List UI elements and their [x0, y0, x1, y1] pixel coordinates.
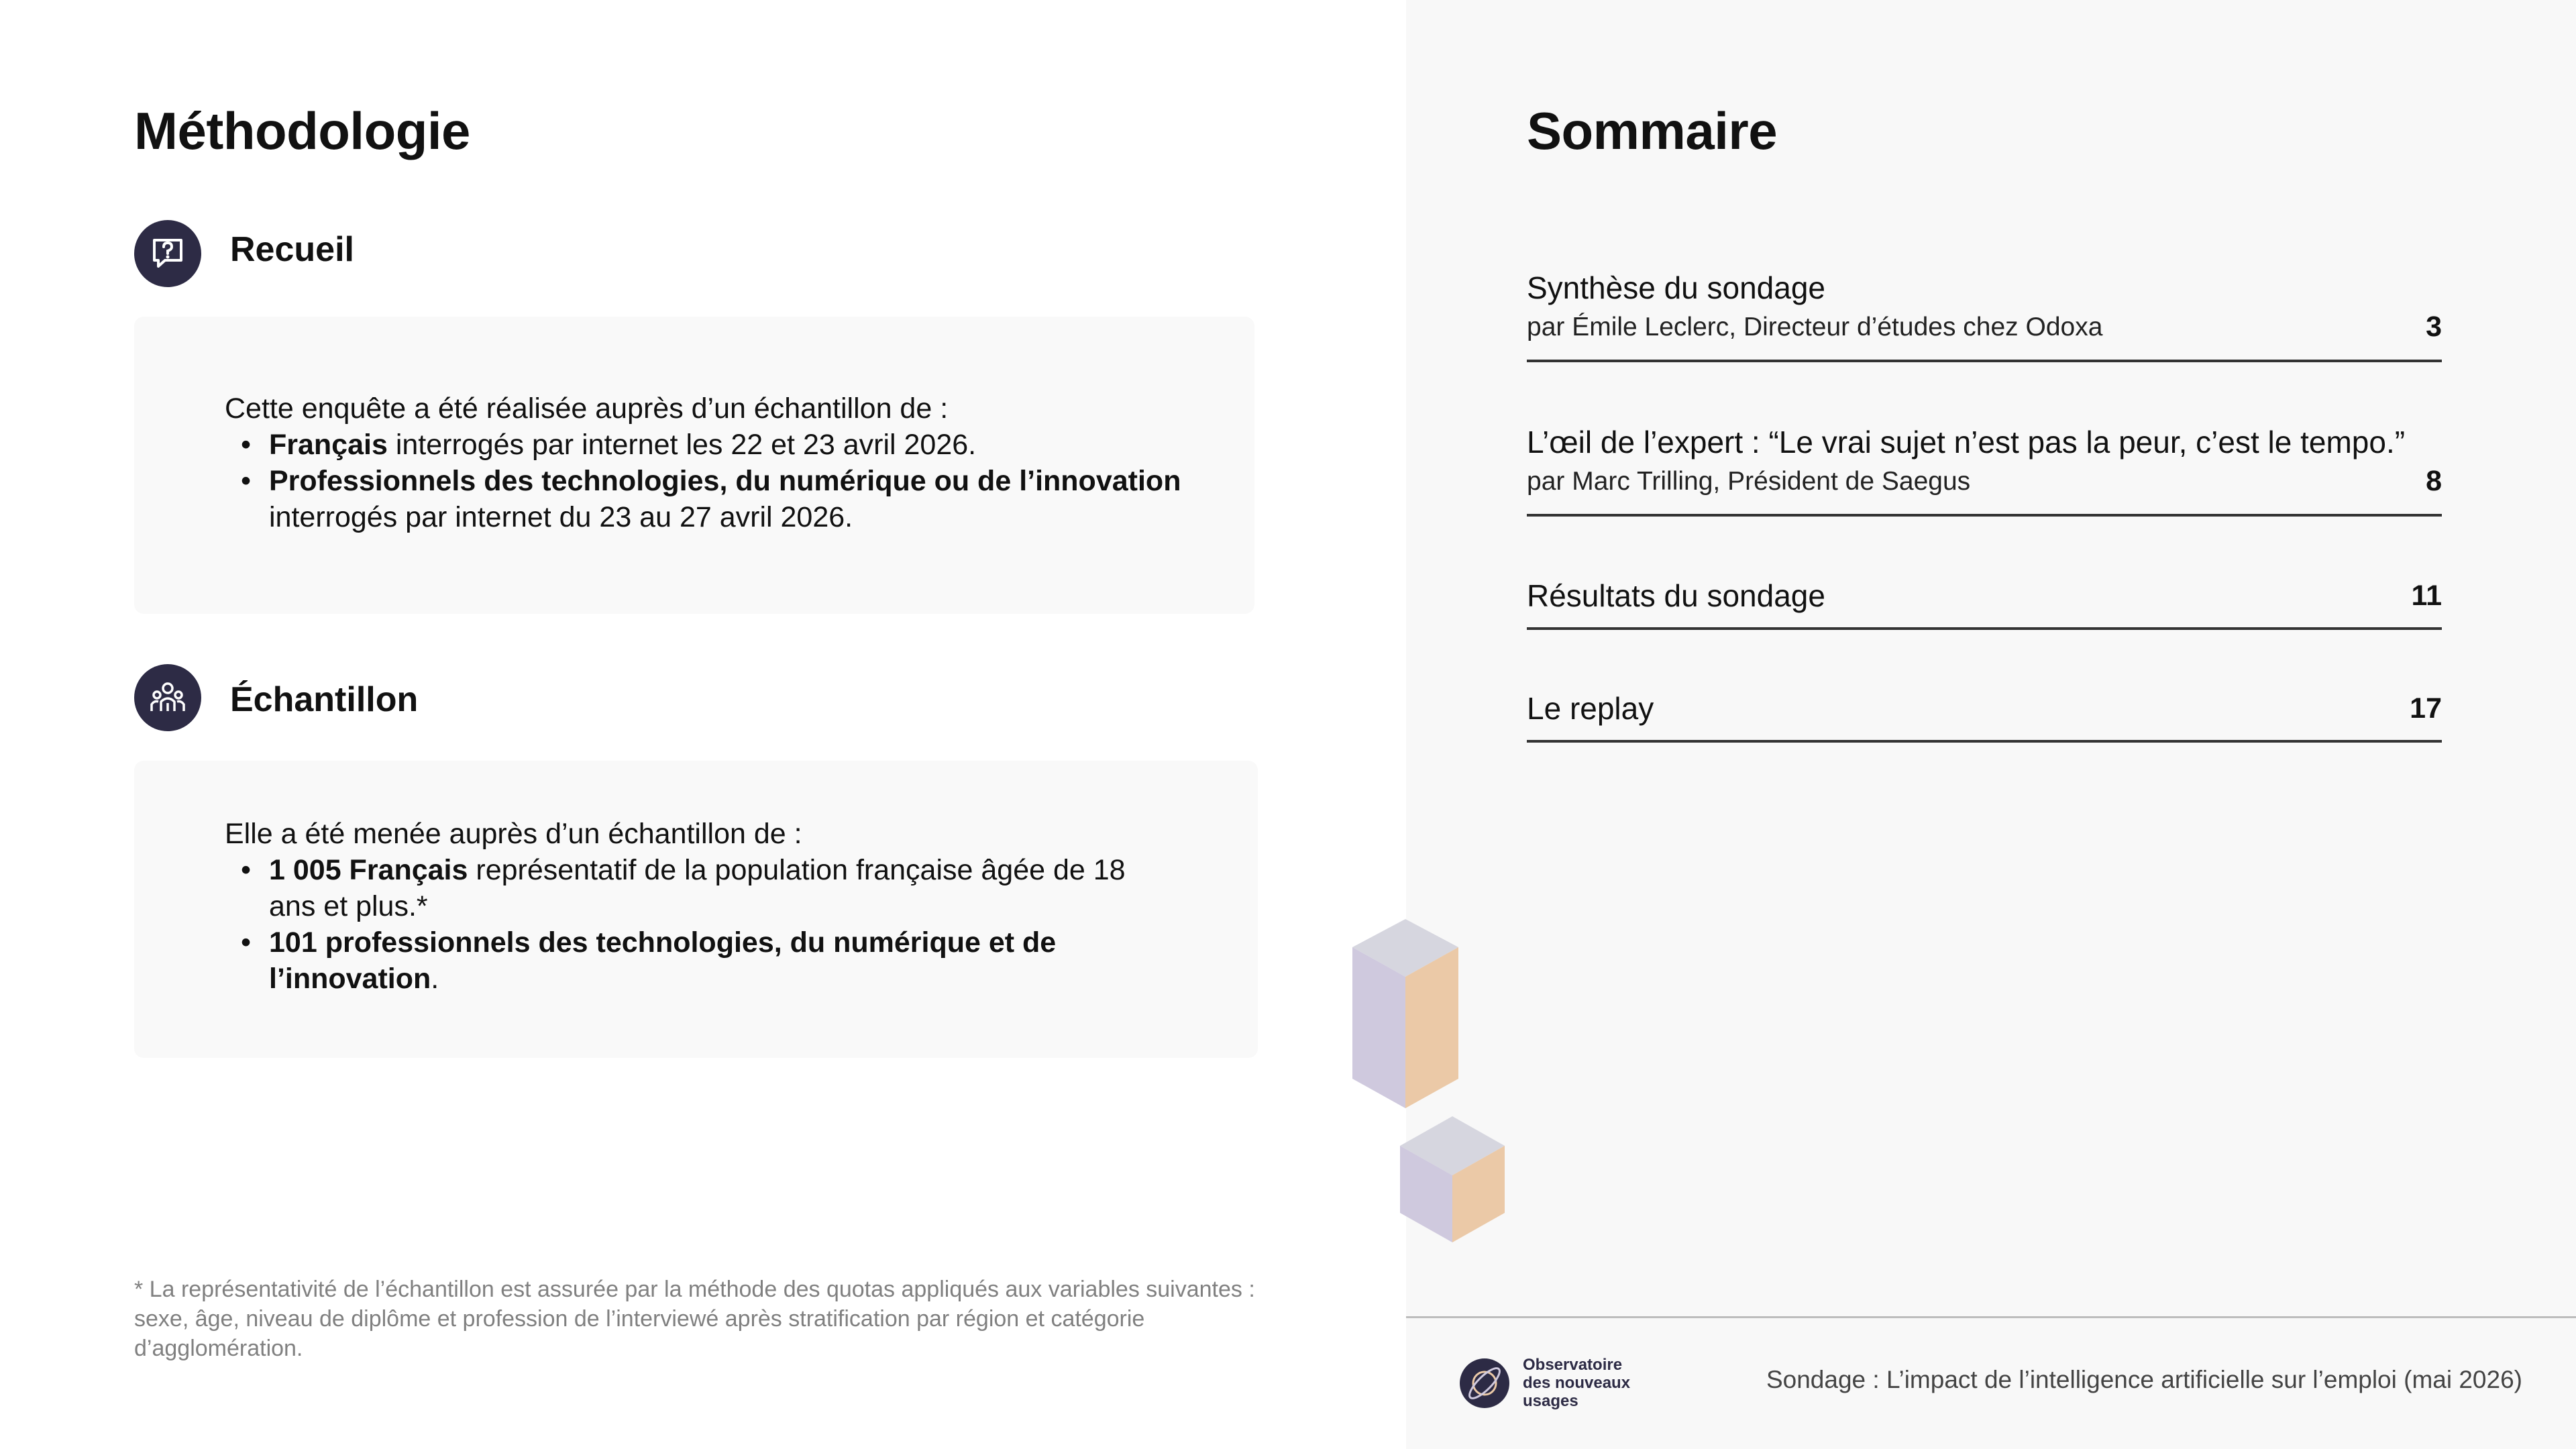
toc-page-number: 8: [2426, 465, 2442, 497]
recueil-box: [134, 317, 1254, 614]
recueil-intro: Cette enquête a été réalisée auprès d’un échantillon de :: [225, 392, 949, 425]
summary-title: Sommaire: [1527, 101, 1778, 160]
toc-page-number: 3: [2426, 311, 2442, 343]
footer-caption: Sondage : L’impact de l’intelligence artificielle sur l’emploi (mai 2026): [1766, 1366, 2522, 1393]
recueil-title: Recueil: [230, 230, 354, 269]
toc-entry-subtitle: par Émile Leclerc, Directeur d’études chez Odoxa: [1527, 313, 2103, 341]
toc-entry-subtitle: par Marc Trilling, Président de Saegus: [1527, 467, 1971, 496]
question-chat-icon: [134, 220, 201, 287]
list-item: • 1 005 Français représentatif de la population française âgée de 18 ans et plus.*: [269, 852, 1177, 924]
people-group-icon: [134, 664, 201, 731]
decorative-cube-small: [1397, 1116, 1507, 1242]
echantillon-intro: Elle a été menée auprès d’un échantillon de :: [225, 818, 802, 850]
recueil-content: [225, 390, 1218, 535]
list-item: • Français interrogés par internet les 22 et 23 avril 2026.: [269, 427, 1218, 463]
toc-page-number: 11: [2411, 580, 2442, 612]
toc-entry-title: L’œil de l’expert : “Le vrai sujet n’est pas la peur, c’est le tempo.”: [1527, 425, 2406, 460]
list-item: • Professionnels des technologies, du numérique ou de l’innovation interrogés par internet du 23 au 27 avril 2026.: [269, 463, 1218, 535]
echantillon-content: [225, 816, 1177, 997]
toc-entry-title: Résultats du sondage: [1527, 578, 1825, 613]
echantillon-list: [225, 852, 1177, 997]
footer-divider: [1406, 1316, 2576, 1318]
toc-entry-title: Le replay: [1527, 691, 1654, 726]
brand-logo-text: Observatoire des nouveaux usages: [1523, 1356, 1631, 1410]
echantillon-title: Échantillon: [230, 680, 419, 719]
toc-entry-resultats[interactable]: [1527, 578, 2442, 630]
toc-page-number: 17: [2410, 692, 2442, 724]
list-item: • 101 professionnels des technologies, du numérique et de l’innovation.: [269, 924, 1177, 997]
recueil-list: [225, 427, 1218, 535]
echantillon-box: [134, 761, 1258, 1058]
orbit-logo-icon: [1459, 1358, 1510, 1409]
footnote: * La représentativité de l’échantillon est assurée par la méthode des quotas appliqués aux variables suivantes : sexe, âge, niveau de diplôme et profession de l’interviewé après stratification par région et catégorie d’agglomération.: [134, 1277, 1255, 1361]
toc-entry-expert[interactable]: [1527, 424, 2442, 517]
toc-entry-title: Synthèse du sondage: [1527, 270, 1826, 305]
methodology-title: Méthodologie: [134, 101, 470, 160]
decorative-cube-large: [1348, 919, 1462, 1108]
toc-entry-synthese[interactable]: [1527, 270, 2442, 362]
toc-entry-replay[interactable]: [1527, 690, 2442, 743]
